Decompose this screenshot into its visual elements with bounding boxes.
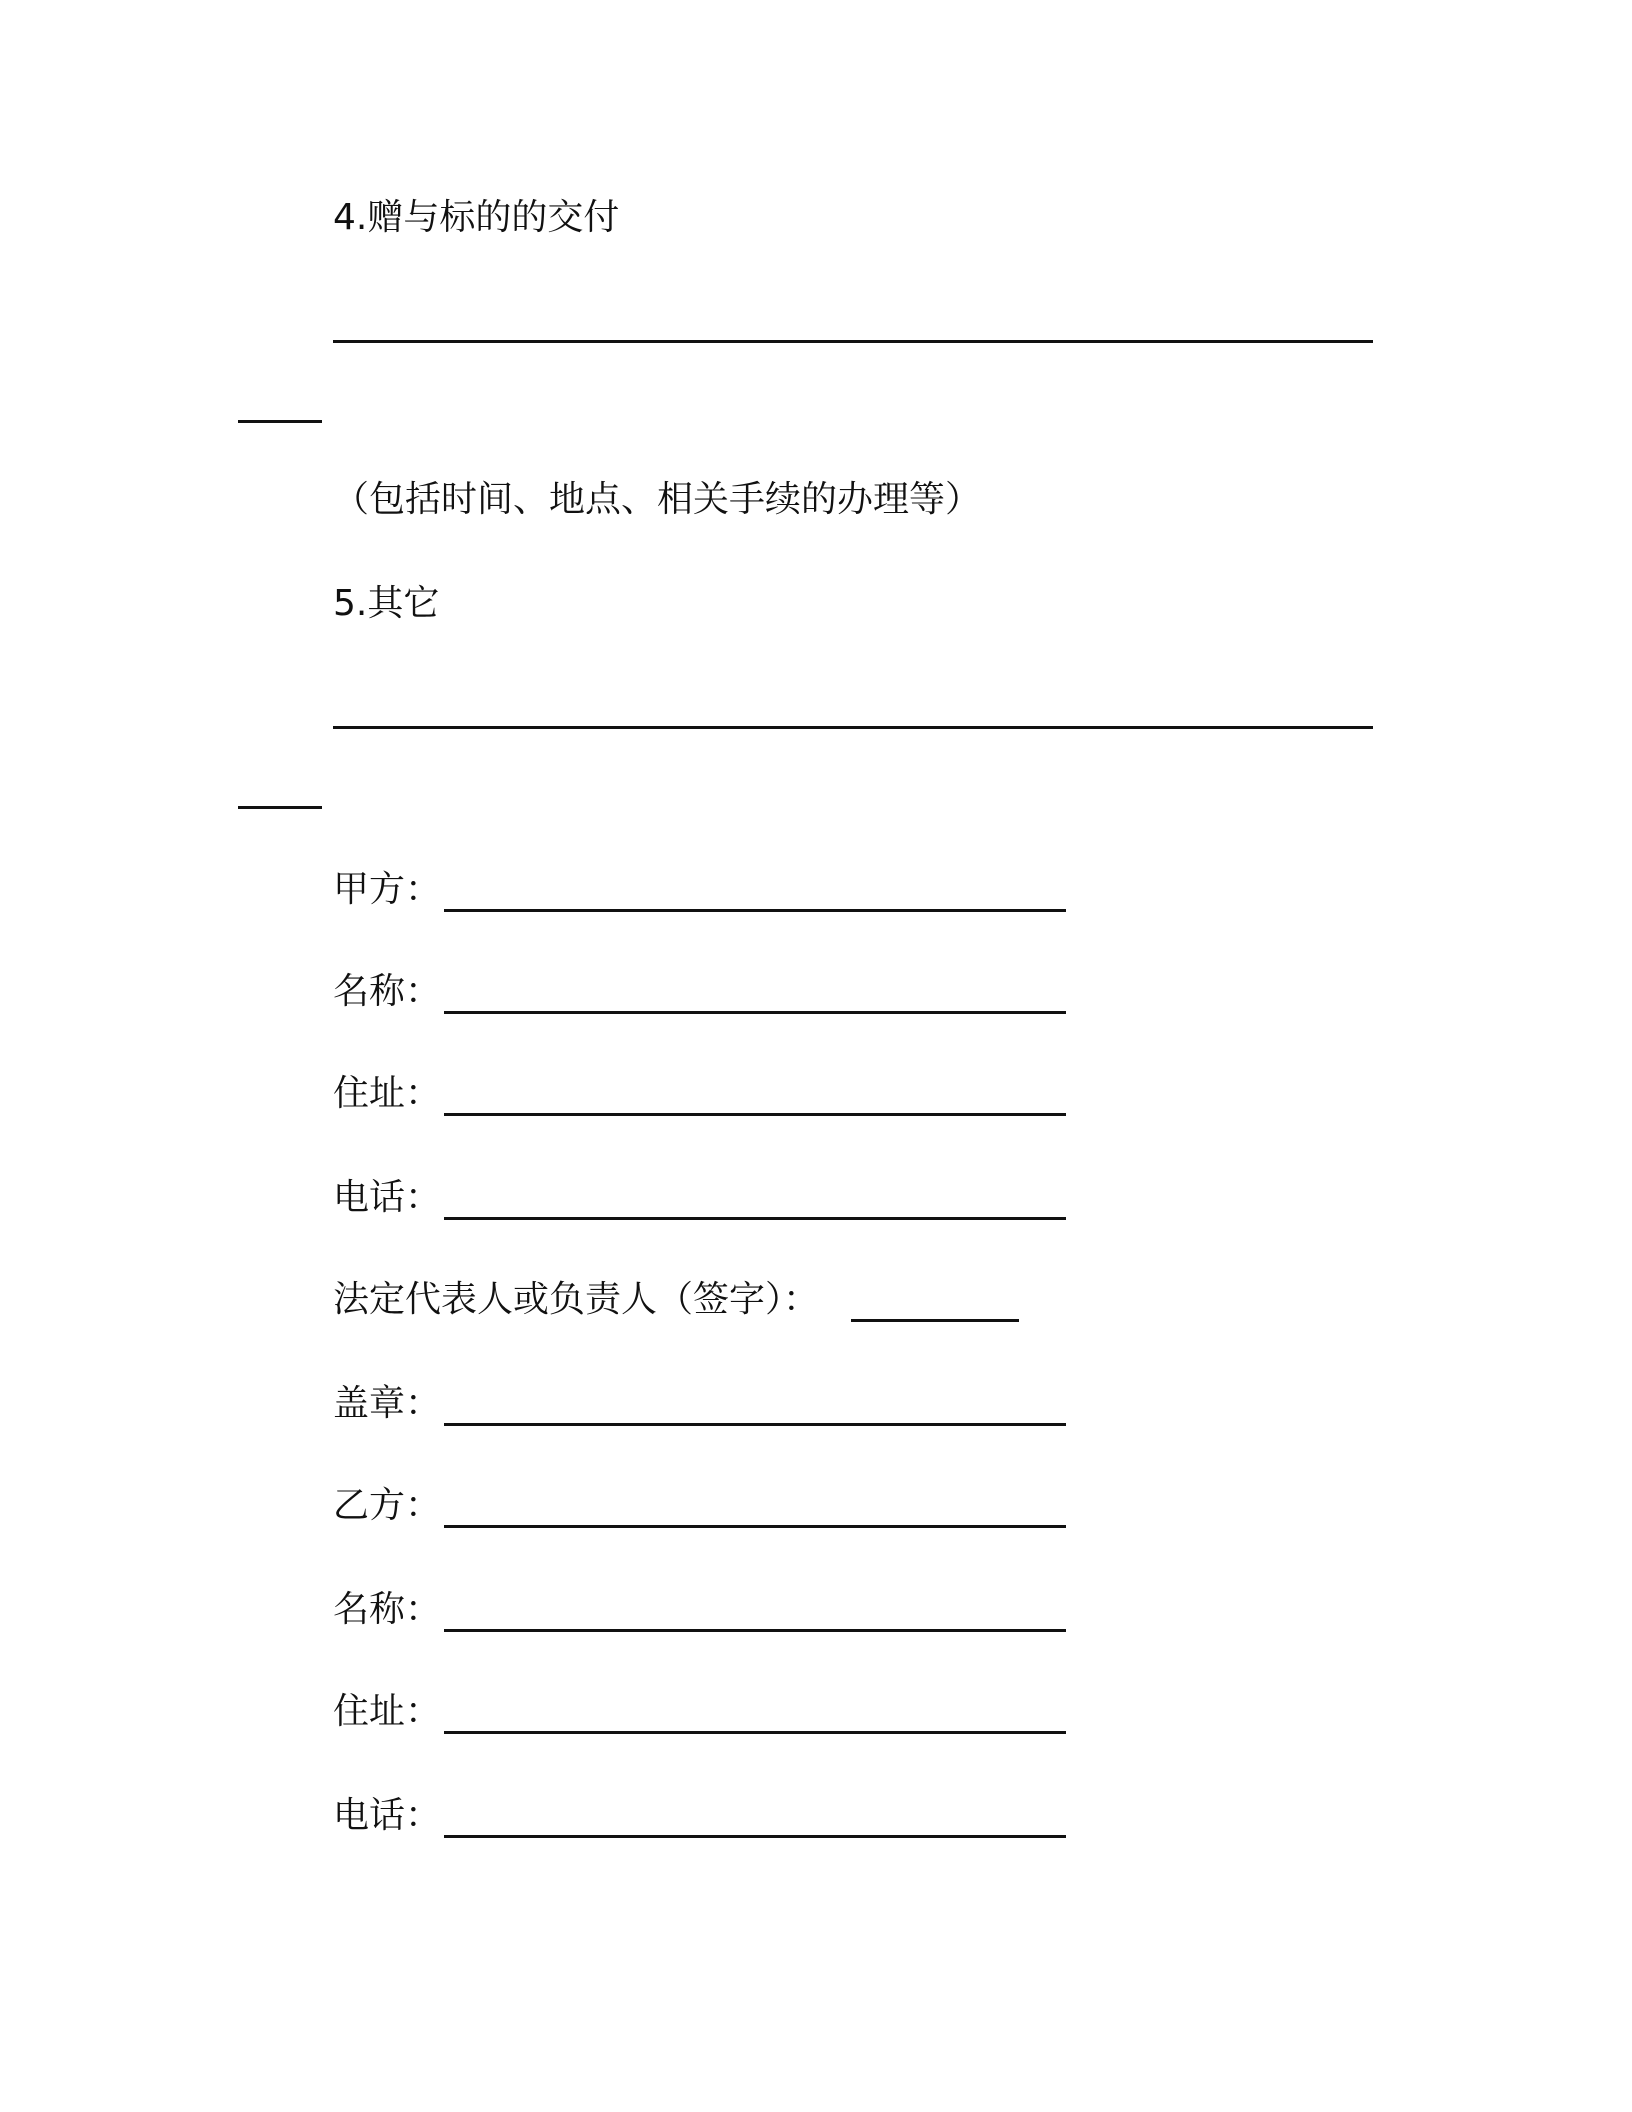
party-b-address-label: 住址： [333, 1691, 442, 1732]
section-5-heading: 5.其它 [333, 583, 440, 624]
party-b-phone-label: 电话： [333, 1795, 442, 1836]
party-b-name-blank [444, 1629, 1066, 1632]
party-a-name-label: 名称： [333, 971, 442, 1012]
section-4-heading: 4.赠与标的的交付 [333, 197, 620, 238]
party-a-address-label: 住址： [333, 1073, 442, 1114]
party-b-phone-field [333, 1794, 441, 1838]
party-b-name-field [333, 1588, 441, 1632]
section-5-blank-line-2 [238, 806, 322, 809]
section-4-blank-line-1 [333, 340, 1373, 343]
party-a-seal-field [333, 1382, 441, 1426]
party-a-representative-blank [851, 1319, 1019, 1322]
party-a-phone-blank [444, 1217, 1066, 1220]
party-a-name-field [333, 970, 441, 1014]
party-a-address-field [333, 1072, 441, 1116]
party-a-seal-blank [444, 1423, 1066, 1426]
party-a-phone-label: 电话： [333, 1177, 442, 1218]
party-a-representative-field [333, 1278, 819, 1322]
party-b-address-blank [444, 1731, 1066, 1734]
party-a-address-blank [444, 1113, 1066, 1116]
section-4-note: （包括时间、地点、相关手续的办理等） [333, 479, 982, 520]
party-a-representative-label: 法定代表人或负责人（签字）： [333, 1279, 820, 1320]
party-b-field [333, 1484, 441, 1528]
party-a-phone-field [333, 1176, 441, 1220]
party-b-blank [444, 1525, 1066, 1528]
party-b-address-field [333, 1690, 441, 1734]
party-b-phone-blank [444, 1835, 1066, 1838]
party-a-field [333, 868, 441, 912]
section-5-blank-line-1 [333, 726, 1373, 729]
party-a-blank [444, 909, 1066, 912]
party-a-name-blank [444, 1011, 1066, 1014]
party-b-name-label: 名称： [333, 1589, 442, 1630]
party-b-label: 乙方： [333, 1485, 442, 1526]
section-4-blank-line-2 [238, 420, 322, 423]
party-a-seal-label: 盖章： [333, 1383, 442, 1424]
party-a-label: 甲方： [333, 869, 442, 910]
